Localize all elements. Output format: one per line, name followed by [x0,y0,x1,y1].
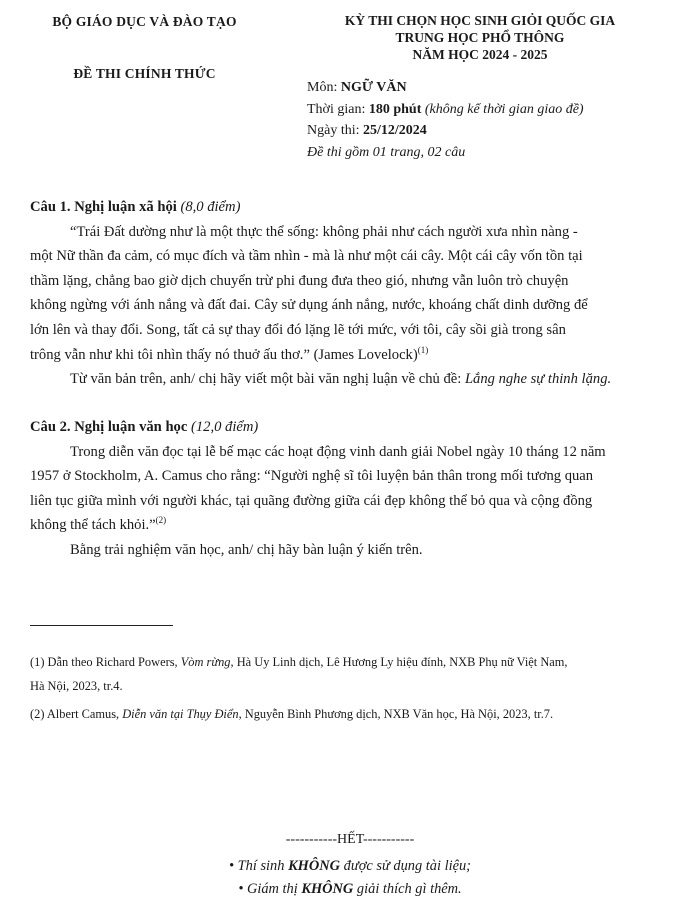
q1-text-line: thầm lặng, chẳng bao giờ dịch chuyển trừ phi đung đưa theo gió, nhưng vẫn luôn trò chuyện [30,272,569,289]
time-note: (không kể thời gian giao đề) [424,101,584,117]
q2-text-line: liên tục giữa mình với người khác, tại quãng đường giữa cái đẹp không thể bỏ qua và cộng đồng [30,492,593,509]
subject-line [307,77,584,99]
footnote-divider [30,625,173,626]
question-1-task: Từ văn bản trên, anh/ chị hãy viết một bài văn nghị luận về chủ đề: Lắng nghe sự thinh lặng. [70,371,612,388]
exam-title-line3: NĂM HỌC 2024 - 2025 [412,47,548,62]
subject-value: NGỮ VĂN [340,80,407,95]
q1-last-line: trông vẫn như khi tôi nhìn thấy nó thuở ấu thơ.” (James Lovelock)$^{(1)}$ [30,344,429,363]
footnote-1-cont: Hà Nội, 2023, tr.4. [30,679,123,693]
q1-text-line: lớn lên và thay đổi. Song, tất cả sự thay đổi đó lặng lẽ tới mức, với tôi, cây sồi già trong sân [30,321,566,338]
end-marker: -----------HẾT----------- [285,832,415,847]
official-exam-label: ĐỀ THI CHÍNH THỨC [73,66,216,81]
footnotes [30,650,690,726]
footnote-1: (1) Dẫn theo Richard Powers, Vòm rừng, Hà Uy Linh dịch, Lê Hương Ly hiệu đính, NXB Phụ nữ Việt Nam, [30,655,568,669]
footnote-2: (2) Albert Camus, Diễn văn tại Thụy Điển, Nguyễn Bình Phương dịch, NXB Văn học, Hà Nội, 2023, tr.7. [30,707,554,721]
exam-title-line2: TRUNG HỌC PHỔ THÔNG [395,30,565,45]
subject-label: Môn: [307,80,341,95]
ministry-name: BỘ GIÁO DỤC VÀ ĐÀO TẠO [52,14,237,29]
note-1: • Thí sinh KHÔNG được sử dụng tài liệu; [229,858,471,874]
pages-note: Đề thi gồm 01 trang, 02 câu [307,144,466,160]
date-label: Ngày thi: [307,123,363,138]
footnote-ref-2: (2) [155,515,167,526]
question-2-task: Bằng trải nghiệm văn học, anh/ chị hãy bàn luận ý kiến trên. [70,541,423,558]
time-label: Thời gian: [307,101,369,117]
q1-text-line: không ngừng với ánh nắng và đất đai. Cây sử dụng ánh nắng, nước, khoáng chất dinh dưỡng để [30,297,588,314]
q2-last-line: không thể tách khỏi.”$^{(2)}$ [30,515,167,534]
question-2-title: Câu 2. Nghị luận văn học (12,0 điểm) [30,419,259,435]
time-value: 180 phút [368,101,422,117]
q1-text-line: “Trái Đất dường như là một thực thể sống: không phải như cách người xưa nhìn nàng - [70,223,578,240]
exam-notes [0,855,700,901]
footnote-ref-1: (1) [417,344,429,355]
question-1-topic: Lắng nghe sự thinh lặng. [464,371,612,388]
q1-text-line: một Nữ thần đa cảm, có mục đích và tầm nhìn - mà là như một cái cây. Một cái cây vốn tồn tại [30,248,583,265]
question-2-points: (12,0 điểm) [190,419,259,435]
date-line [307,120,584,142]
exam-title-line1: KỲ THI CHỌN HỌC SINH GIỎI QUỐC GIA [344,13,616,28]
q2-text-line: 1957 ở Stockholm, A. Camus cho rằng: “Người nghệ sĩ tôi luyện bản thân trong mối tương quan [30,468,594,485]
date-value: 25/12/2024 [363,123,427,138]
question-1-points: (8,0 điểm) [180,199,241,215]
exam-meta [307,77,584,163]
q2-text-line: Trong diễn văn đọc tại lễ bế mạc các hoạt động vinh danh giải Nobel ngày 10 tháng 12 năm [70,443,606,460]
exam-title [280,12,680,63]
note-2: • Giám thị KHÔNG giải thích gì thêm. [238,881,462,897]
question-1-title: Câu 1. Nghị luận xã hội (8,0 điểm) [30,199,241,215]
time-line [307,99,584,121]
question-1 [30,195,690,392]
question-2 [30,415,690,563]
